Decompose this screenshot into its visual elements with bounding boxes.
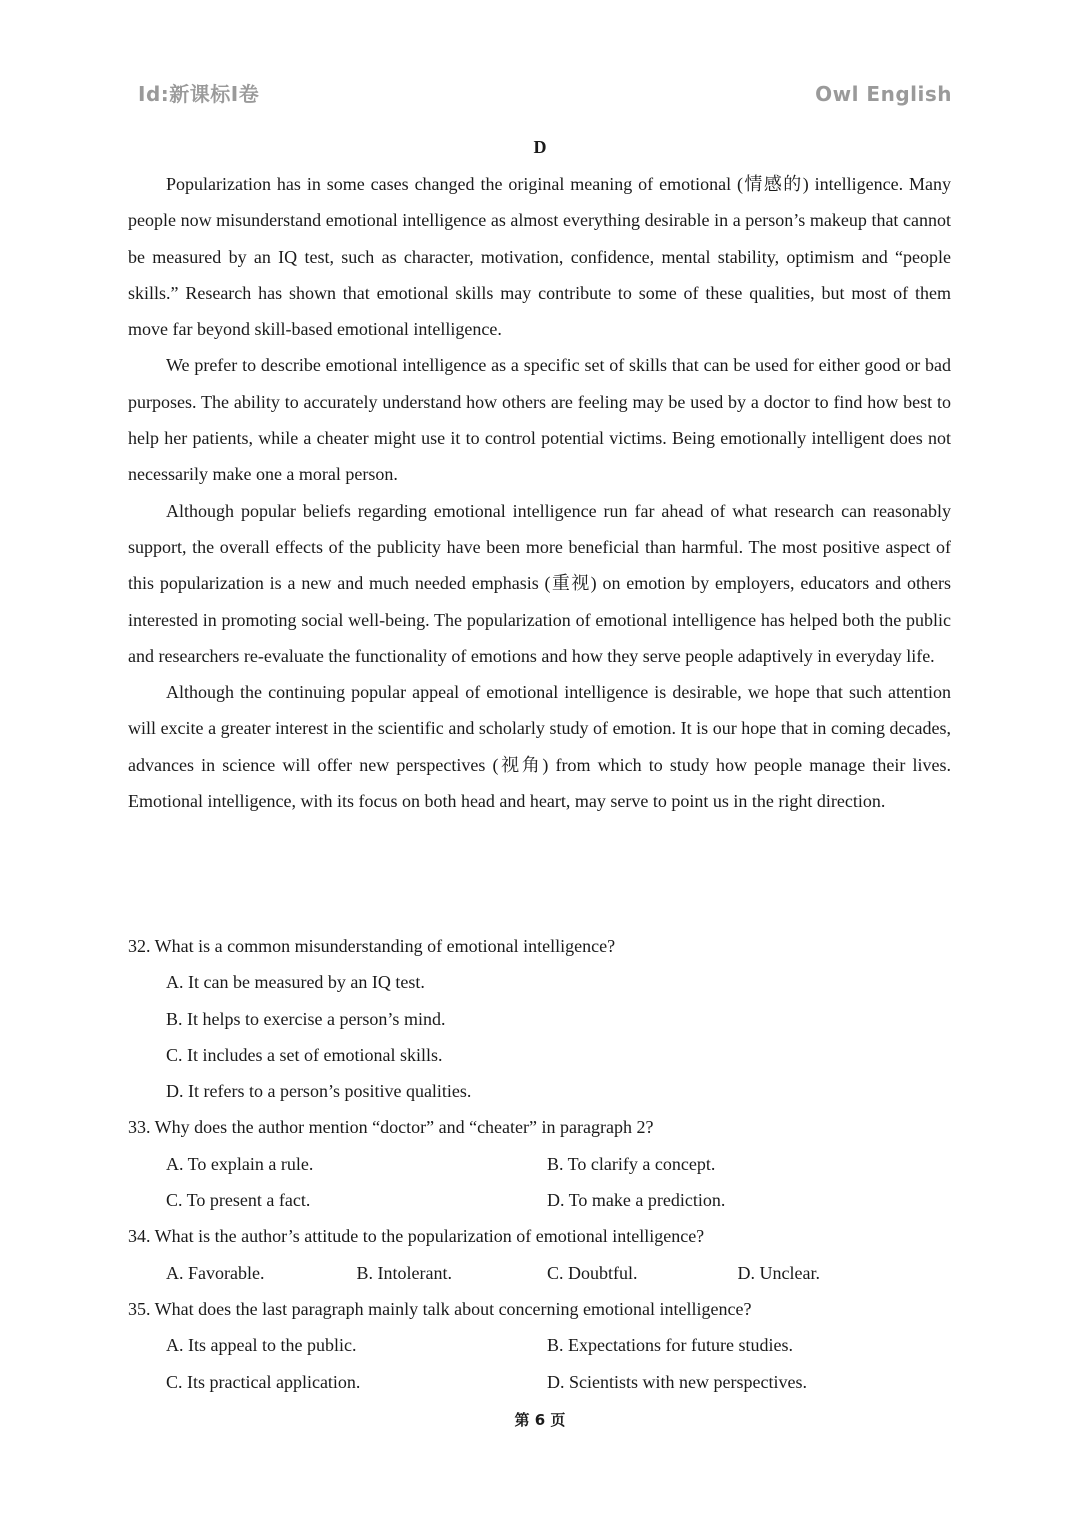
question-33-option-a: A. To explain a rule.	[166, 1153, 314, 1174]
question-34-stem: 34. What is the author’s attitude to the popularization of emotional intelligence?	[128, 1226, 705, 1247]
question-34-option-c: C. Doubtful.	[547, 1262, 638, 1283]
question-list	[128, 928, 951, 1400]
question-33-option-row	[128, 1182, 951, 1218]
header-id-label: Id:新课标I卷	[138, 82, 260, 106]
question-32-option-row	[128, 1037, 951, 1073]
question-32-option-row	[128, 964, 951, 1000]
passage-paragraph-1: Popularization has in some cases changed the original meaning of emotional (情感的) intelligence. Many people now misunderstand emotional intelligence as almost everything desirable in a person’s makeup that cannot be measured by an IQ test, such as character, motivation, confidence, mental stability, optimism and “people skills.” Research has shown that emotional skills may contribute to some of these qualities, but most of them move far beyond skill-based emotional intelligence.	[128, 174, 951, 340]
question-33-option-c: C. To present a fact.	[166, 1190, 311, 1211]
section-title: D	[533, 137, 547, 157]
passage-paragraph-2: We prefer to describe emotional intelligence as a specific set of skills that can be used for either good or bad purposes. The ability to accurately understand how others are feeling may be used by a doctor to find how best to help her patients, while a cheater might use it to control potential victims. Being emotionally intelligent does not necessarily make one a moral person.	[128, 355, 951, 485]
passage-paragraph-4: Although the continuing popular appeal of emotional intelligence is desirable, we hope that such attention will excite a greater interest in the scientific and scholarly study of emotion. It is our hope that in coming decades, advances in science will offer new perspectives (视角) from which to study how people manage their lives. Emotional intelligence, with its focus on both head and heart, may serve to point us in the right direction.	[128, 682, 951, 812]
passage-paragraph-3: Although popular beliefs regarding emotional intelligence run far ahead of what research can reasonably support, the overall effects of the publicity have been more beneficial than harmful. The most positive aspect of this popularization is a new and much needed emphasis (重视) on emotion by employers, educators and others interested in promoting social well-being. The popularization of emotional intelligence has helped both the public and researchers re-evaluate the functionality of emotions and how they serve people adaptively in everyday life.	[128, 500, 951, 666]
question-34-option-a: A. Favorable.	[166, 1262, 265, 1283]
question-32-option-d: D. It refers to a person’s positive qualities.	[166, 1081, 472, 1102]
question-32-option-row	[128, 1073, 951, 1109]
reading-passage	[128, 166, 951, 819]
question-35-option-row	[128, 1364, 951, 1400]
question-35-stem: 35. What does the last paragraph mainly talk about concerning emotional intelligence?	[128, 1298, 752, 1319]
header-brand: Owl English	[815, 82, 952, 106]
question-34-option-row	[128, 1255, 951, 1291]
question-32-option-row	[128, 1001, 951, 1037]
question-32-option-a: A. It can be measured by an IQ test.	[166, 972, 425, 993]
question-32-stem: 32. What is a common misunderstanding of emotional intelligence?	[128, 936, 616, 956]
question-35-option-d: D. Scientists with new perspectives.	[547, 1371, 807, 1392]
question-32-option-c: C. It includes a set of emotional skills.	[166, 1044, 443, 1065]
question-35-option-c: C. Its practical application.	[166, 1371, 361, 1392]
page-number: 第 6 页	[514, 1411, 566, 1429]
question-33-option-d: D. To make a prediction.	[547, 1190, 726, 1211]
question-34-option-d: D. Unclear.	[737, 1262, 820, 1283]
question-33-option-b: B. To clarify a concept.	[547, 1153, 716, 1174]
question-35-option-a: A. Its appeal to the public.	[166, 1335, 357, 1356]
question-33-stem: 33. Why does the author mention “doctor” and “cheater” in paragraph 2?	[128, 1117, 654, 1138]
question-34-option-b: B. Intolerant.	[356, 1262, 452, 1283]
question-35-option-b: B. Expectations for future studies.	[547, 1335, 793, 1356]
question-33-option-row	[128, 1146, 951, 1182]
question-32-option-b: B. It helps to exercise a person’s mind.	[166, 1008, 446, 1029]
question-35-option-row	[128, 1327, 951, 1363]
